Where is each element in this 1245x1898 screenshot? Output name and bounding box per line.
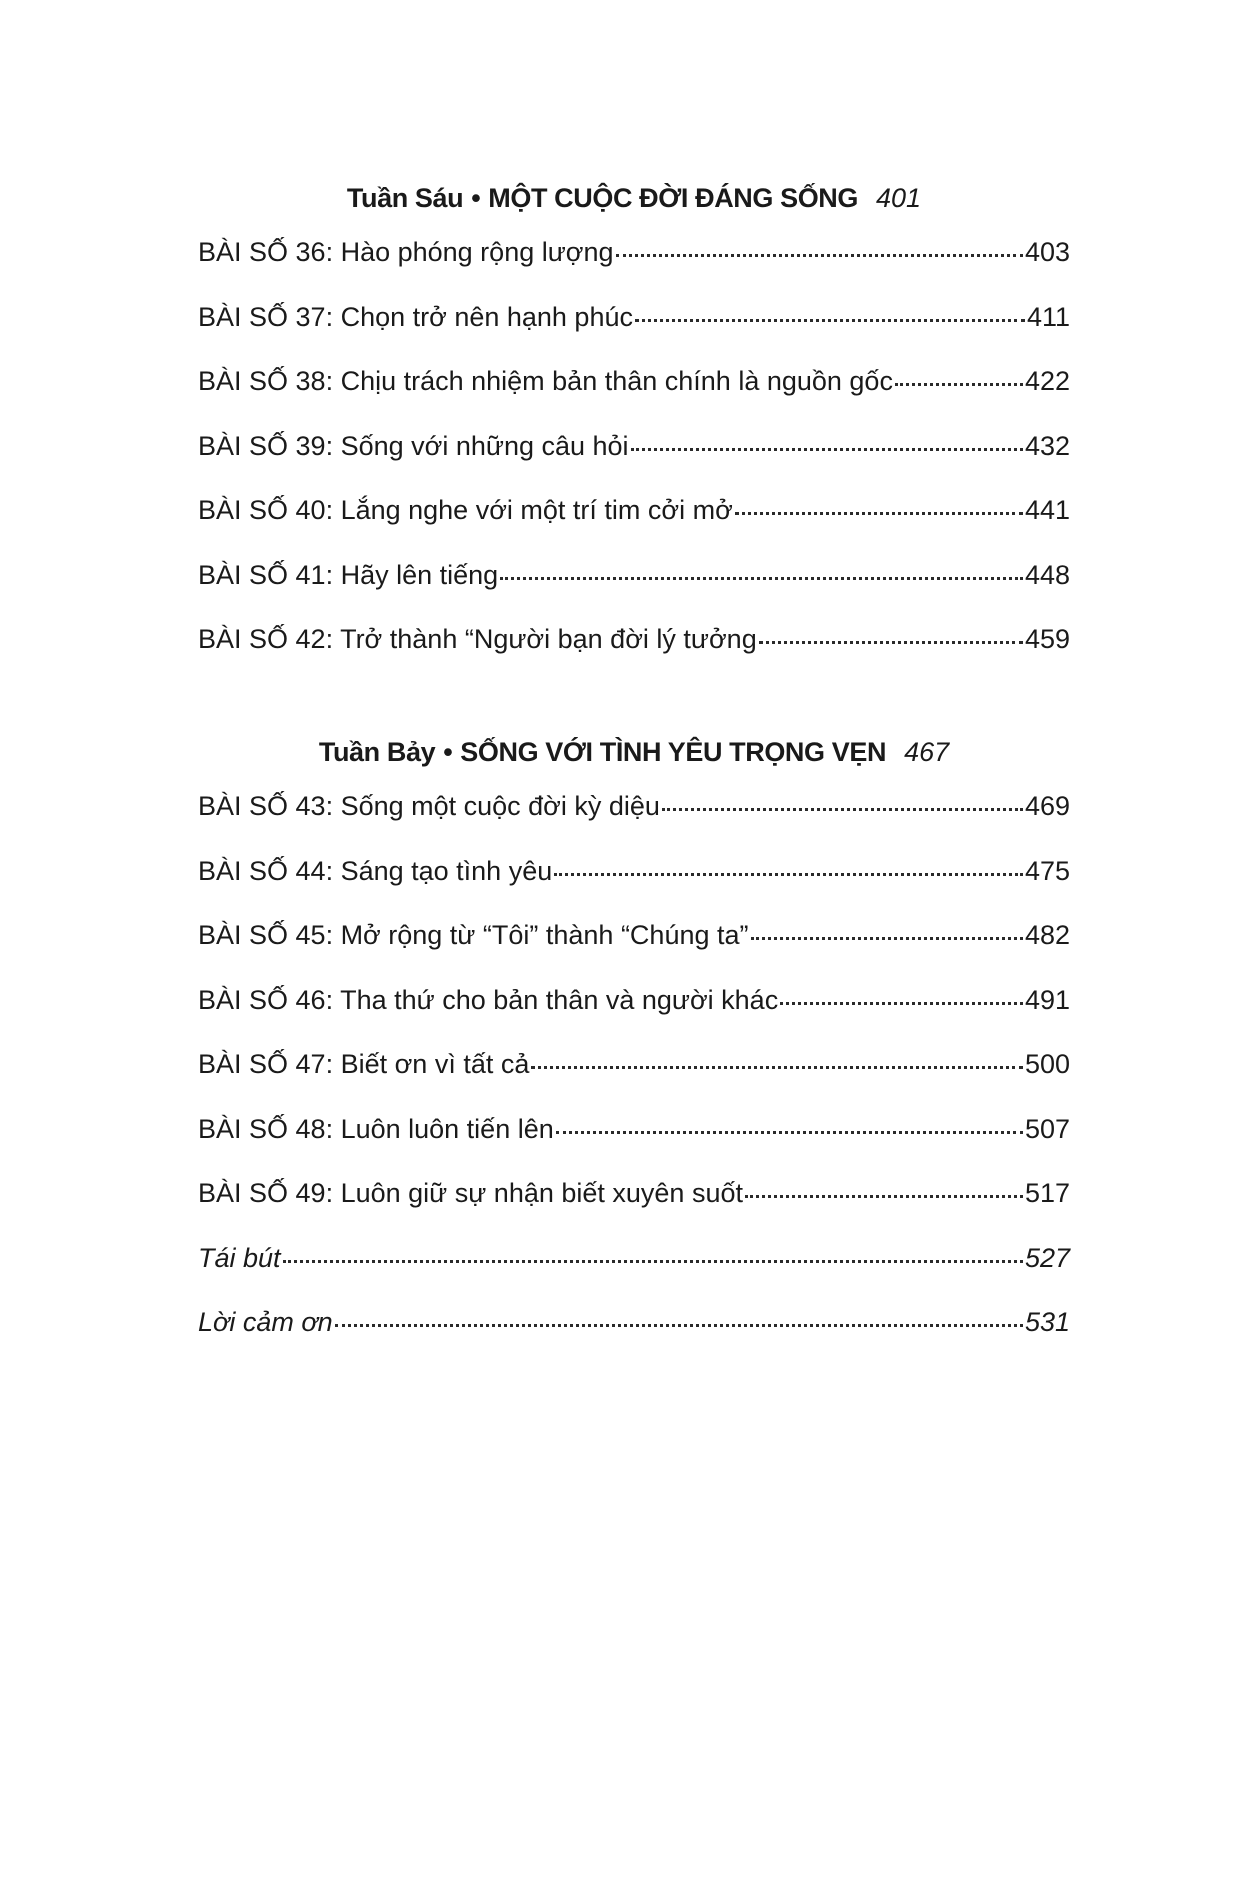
- toc-entry-page: 422: [1024, 366, 1070, 396]
- section-page-number: 467: [904, 736, 950, 767]
- dot-leader: [283, 1236, 1023, 1263]
- toc-entry-page: 441: [1024, 495, 1070, 525]
- toc-entry[interactable]: [198, 853, 1070, 918]
- toc-entry[interactable]: [198, 982, 1070, 1047]
- toc-entry[interactable]: [198, 621, 1070, 686]
- toc-entry-page: 517: [1024, 1178, 1070, 1208]
- toc-entry-label: BÀI SỐ 36: Hào phóng rộng lượng: [198, 237, 614, 267]
- toc-entry-label: BÀI SỐ 41: Hãy lên tiếng: [198, 559, 499, 590]
- toc-section-week-six: [198, 172, 1070, 686]
- toc-entry-page: 500: [1024, 1049, 1070, 1079]
- toc-entry-label: BÀI SỐ 43: Sống một cuộc đời kỳ diệu: [198, 791, 660, 821]
- toc-entry-postscript[interactable]: [198, 1240, 1070, 1305]
- toc-entry-page: 469: [1024, 791, 1070, 821]
- toc-entry-label: BÀI SỐ 45: Mở rộng từ “Tôi” thành “Chúng ta”: [198, 920, 749, 950]
- dot-leader: [335, 1300, 1023, 1327]
- toc-entry-page: 403: [1024, 237, 1070, 267]
- toc-entry-label: BÀI SỐ 40: Lắng nghe với một trí tim cởi mở: [198, 495, 733, 525]
- section-title: SỐNG VỚI TÌNH YÊU TRỌNG VẸN: [460, 736, 887, 767]
- section-week: Tuần Sáu: [346, 182, 464, 213]
- section-bullet: •: [471, 182, 481, 213]
- toc-entry-page: 475: [1024, 855, 1070, 886]
- dot-leader: [759, 617, 1023, 644]
- toc-entry[interactable]: [198, 234, 1070, 299]
- toc-entry-label: BÀI SỐ 47: Biết ơn vì tất cả: [198, 1049, 530, 1079]
- toc-entry-label: BÀI SỐ 46: Tha thứ cho bản thân và người khác: [198, 984, 779, 1015]
- dot-leader: [556, 1107, 1023, 1134]
- section-title: MỘT CUỘC ĐỜI ĐÁNG SỐNG: [488, 182, 859, 213]
- toc-entry-page: 482: [1024, 920, 1070, 950]
- section-heading: [198, 726, 1070, 778]
- toc-entry-page: 531: [1024, 1307, 1070, 1337]
- dot-leader: [895, 359, 1023, 386]
- toc-entry-page: 411: [1026, 301, 1070, 332]
- toc-entry[interactable]: [198, 363, 1070, 428]
- toc-section-week-seven: [198, 726, 1070, 1369]
- toc-entry[interactable]: [198, 917, 1070, 982]
- toc-entry-page: 432: [1024, 430, 1070, 461]
- toc-entry-page: 507: [1024, 1113, 1070, 1144]
- toc-entry-page: 448: [1024, 559, 1070, 590]
- dot-leader: [751, 913, 1023, 940]
- toc-entry[interactable]: [198, 492, 1070, 557]
- toc-entry-page: 491: [1024, 984, 1070, 1015]
- toc-entry-label: BÀI SỐ 49: Luôn giữ sự nhận biết xuyên suốt: [198, 1178, 743, 1208]
- dot-leader: [531, 1042, 1023, 1069]
- section-week: Tuần Bảy: [318, 736, 436, 767]
- dot-leader: [554, 849, 1023, 876]
- toc-entry[interactable]: [198, 1175, 1070, 1240]
- dot-leader: [631, 424, 1023, 451]
- dot-leader: [735, 488, 1023, 515]
- toc-entry-label: BÀI SỐ 39: Sống với những câu hỏi: [198, 430, 629, 461]
- toc-entry-label: BÀI SỐ 38: Chịu trách nhiệm bản thân chính là nguồn gốc: [198, 366, 893, 396]
- toc-entry-label: BÀI SỐ 42: Trở thành “Người bạn đời lý tưởng: [198, 624, 757, 654]
- toc-entry-label: BÀI SỐ 37: Chọn trở nên hạnh phúc: [198, 301, 633, 332]
- section-heading: [198, 172, 1070, 224]
- section-bullet: •: [443, 736, 453, 767]
- toc-entry[interactable]: [198, 428, 1070, 493]
- dot-leader: [500, 553, 1023, 580]
- toc-entry-acknowledgements[interactable]: [198, 1304, 1070, 1369]
- toc-entry-page: 459: [1024, 624, 1070, 654]
- toc-entry[interactable]: [198, 557, 1070, 622]
- toc-entry[interactable]: [198, 299, 1070, 364]
- dot-leader: [616, 230, 1023, 257]
- dot-leader: [745, 1171, 1023, 1198]
- toc-entry-label: BÀI SỐ 44: Sáng tạo tình yêu: [198, 855, 553, 886]
- dot-leader: [780, 978, 1023, 1005]
- toc-entry-label: Lời cảm ơn: [198, 1307, 333, 1337]
- toc-entry[interactable]: [198, 1111, 1070, 1176]
- toc-entry-label: Tái bút: [198, 1242, 281, 1273]
- dot-leader: [635, 295, 1025, 322]
- section-page-number: 401: [876, 182, 922, 213]
- dot-leader: [662, 784, 1023, 811]
- toc-entry-page: 527: [1024, 1242, 1070, 1273]
- toc-entry-label: BÀI SỐ 48: Luôn luôn tiến lên: [198, 1113, 554, 1144]
- toc-entry[interactable]: [198, 788, 1070, 853]
- toc-entry[interactable]: [198, 1046, 1070, 1111]
